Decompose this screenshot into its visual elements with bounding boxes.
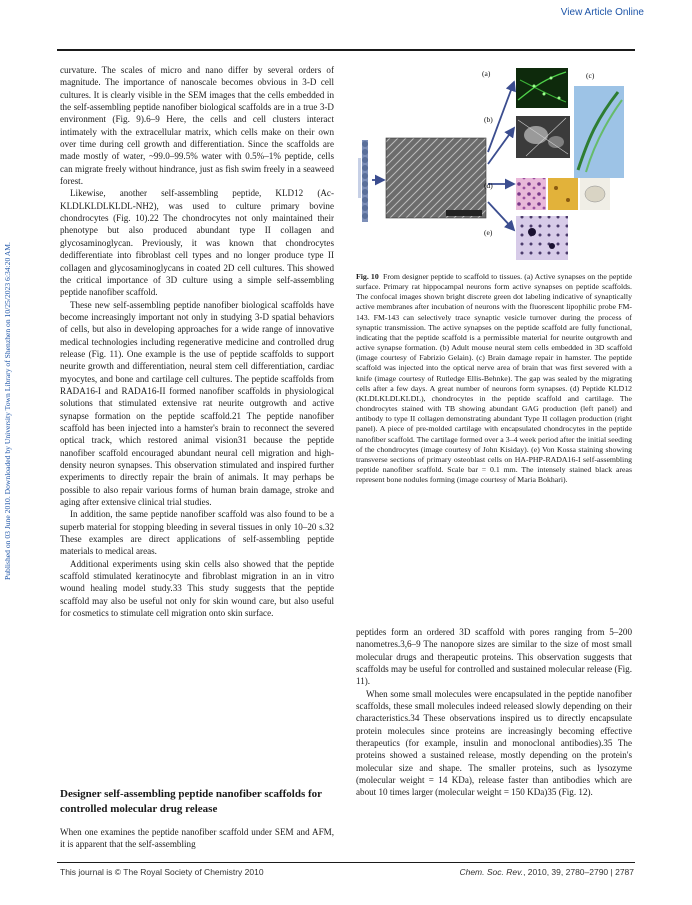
footer-rule xyxy=(57,862,635,863)
download-watermark: Published on 03 June 2010. Downloaded by University Town Library of Shenzhen on 10/25/2023 6:34:20 AM. xyxy=(3,242,12,580)
paragraph: Additional experiments using skin cells also showed that the peptide scaffold stimulated keratinocyte and fibroblast migration in an in vitro wound healing model study.33 This study suggests that the peptide scaffold may also be useful not only for skin wound care, but also useful for cosmetics to stimulate cell migration onto skin surface. xyxy=(60,558,334,619)
figure-caption-text: From designer peptide to scaffold to tissues. (a) Active synapses on the peptide surface. Primary rat hippocampal neurons form active synapses on peptide scaffolds. The confocal images shown bright discrete green dot labeling indicative of synaptically active membranes after incubation of neurons with the fluorescent lipophilic probe FM-143. FM-143 can selectively trace synaptic vesicle turnover during the process of synaptic transmission. The active synapses on the peptide scaffold are fully functional, indicating that the peptide scaffold is a permissible material for neurite outgrowth and active synapse formation. (b) Adult mouse neural stem cells embedded in 3D scaffold (image courtesy of Fabrizio Gelain). (c) Brain damage repair in hamster. The peptide scaffold was injected into the optical nerve area of brain that was first severed with a knife (image courtesy of Rutledge Ellis-Behnke). The gap was sealed by the migrating cells after a few days. A great number of neurons form synapses. (d) Peptide KLD12 (KLDLKLDLKLDL), chondrocytes in the peptide scaffold and cartilage. The chondrocytes stained with TB showing abundant GAG production (left panel) and antibody to type II collagen demonstrating abundant Type II collagen production (right panel). A piece of pre-molded cartilage with encapsulated chondrocytes in the peptide nanofiber scaffold. The cartilage formed over a 3–4 week period after the initial seeding of the chondrocytes (image courtesy of John Kisiday). (e) Von Kossa staining showing transverse sections of primary osteoblast cells on HA-PHP-RADA16-I self-assembling peptide nanofiber scaffold. Scale bar = 0.1 mm. The intensely stained black areas represent bone nodules forming (image courtesy of Maria Bokhari). xyxy=(356,272,632,485)
panel-a-confocal-image xyxy=(516,68,568,108)
paragraph: curvature. The scales of micro and nano differ by several orders of magnitude. The importance of nanoscale becomes obvious in 3-D cell cultures. It is clearly visible in the SEM images that the cells embedded in the self-assembling peptide nanofiber biological scaffolds are in a true 3-D environment (Fig. 9).6–9 Here, the cells and cell clusters interact intimately with the extracellular matrix, which cells make on their own over time during cell growth and differentiation. Since the scaffolds are made mostly of water, ~99.0–99.5% water with 0.5%–1% peptide, cells can migrate freely without hindrance, just as fish swim freely in a seaweed forest. xyxy=(60,65,334,187)
figure-10 xyxy=(356,60,632,265)
figure-10-graphic xyxy=(356,60,632,265)
panel-e-osteoblast-image xyxy=(516,216,568,260)
footer-citation xyxy=(459,867,634,877)
paragraph: These new self-assembling peptide nanofiber biological scaffolds have become increasingly important not only in studying 3-D spatial behaviors of cells, but also in developing approaches for a wide range of innovative medical technologies including regenerative medicine and controlled drug release (Fig. 11). One example is the use of peptide scaffolds to support neurite growth and differentiation, neural stem cell differentiation, cardiac myocytes, and bone and cartilage cell cultures. The peptide scaffolds from RADA16-I and RADA16-II formed nanofiber scaffolds in physiological solutions that stimulated extensive rat neurite outgrowth and active synapse formation on the peptide scaffold.21 The peptide nanofiber scaffold has been injected into a hamster's brain to reconnect the severed optical track, which restored animal vision31 because the peptide nanofiber scaffold encouraged abundant neural cell migration and high-density neuron synapses. This observation stimulated and inspired further experiments to directly repair the brain of animals. It may perhaps be possible to also repair various forms of human brain damage, stroke and aging after extensive clinical trial studies. xyxy=(60,299,334,508)
sem-scaffold-image xyxy=(386,138,486,218)
paragraph: When one examines the peptide nanofiber scaffold under SEM and AFM, it is apparent that the self-assembling xyxy=(60,827,334,850)
left-column xyxy=(60,64,334,619)
panel-label: (d) xyxy=(484,181,493,190)
panel-label: (e) xyxy=(484,228,493,237)
left-column-continued xyxy=(60,826,334,851)
panel-label: (a) xyxy=(482,69,491,78)
panel-label: (c) xyxy=(586,71,595,80)
paragraph: In addition, the same peptide nanofiber scaffold was also found to be a superb material for stopping bleeding in several tissues in only 10–20 s.32 These examples are direct applications of self-assembling peptide materials to medical areas. xyxy=(60,509,334,557)
panel-b-stem-cell-image xyxy=(516,116,570,158)
footer-copyright: This journal is © The Royal Society of Chemistry 2010 xyxy=(60,867,264,877)
figure-caption xyxy=(356,272,632,485)
paragraph: peptides form an ordered 3D scaffold with pores ranging from 5–200 nanometres.3,6–9 The nanopore sizes are similar to the size of most small molecular drugs and therapeutic proteins. This observation suggests that scaffolds may be useful for controlled and sustained molecular release (Fig. 11). xyxy=(356,627,632,687)
right-column xyxy=(356,626,632,799)
panel-c-brain-image xyxy=(574,86,624,178)
peptide-model-icon xyxy=(358,140,368,222)
citation-pages: , 2010, 39, 2780–2790 | 2787 xyxy=(523,867,634,877)
panel-label: (b) xyxy=(484,115,493,124)
journal-name: Chem. Soc. Rev. xyxy=(459,867,524,877)
paragraph: When some small molecules were encapsulated in the peptide nanofiber scaffolds, these small molecules indeed released slowly depending on their characteristics.34 These observations inspired us to directly encapsulate protein molecules since proteins are increasingly becoming effective therapeutics (for example, insulin and monoclonal antibodies).35 The proteins showed a sustained release, mostly depending on the protein's molecular size and shape. The smaller proteins, such as lysozyme (molecular weight = 14 KDa), release faster than antibodies which are about 10 times larger (molecular weight = 150 KDa)35 (Fig. 12). xyxy=(356,688,632,798)
section-heading: Designer self-assembling peptide nanofiber scaffolds for controlled molecular drug release xyxy=(60,788,322,815)
view-article-online-link[interactable]: View Article Online xyxy=(560,7,644,18)
paragraph: Likewise, another self-assembling peptide, KLD12 (Ac-KLDLKLDLKLDL-NH2), was used to culture primary bovine chondrocytes (Fig. 10).22 The chondrocytes not only maintained their phenotype but also produced abundant type II collagen and glycosaminoglycan. Previously, it was known that chondrocytes dedifferentiate into fibroblast cell types and no longer produce type II collagen and glycosaminoglycans in coated 2D cell cultures. This showed the critical importance of 3D culture using a simple self-assembling peptide nanofiber scaffold. xyxy=(60,188,334,298)
panel-d-chondrocyte-images xyxy=(516,178,610,210)
figure-caption-label: Fig. 10 xyxy=(356,272,379,281)
header-rule xyxy=(57,49,635,51)
